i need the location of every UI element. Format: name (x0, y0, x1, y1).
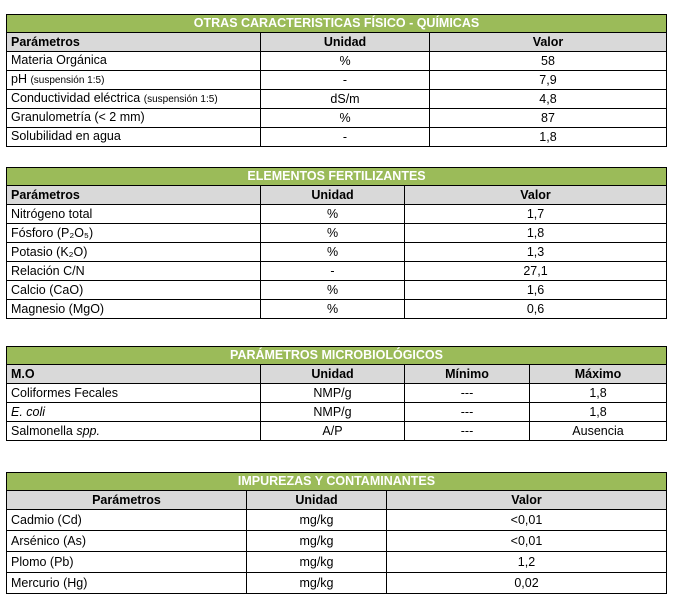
value-cell: <0,01 (387, 531, 667, 552)
unit-cell: % (261, 224, 405, 243)
unit-cell: % (261, 300, 405, 319)
unit-cell: NMP/g (261, 403, 405, 422)
physicochemical-table (6, 14, 667, 147)
value-cell: 27,1 (405, 262, 667, 281)
unit-cell: mg/kg (247, 573, 387, 594)
unit-cell: % (261, 52, 430, 71)
column-header: Máximo (530, 365, 667, 384)
table-title: IMPUREZAS Y CONTAMINANTES (7, 473, 667, 491)
column-header: Unidad (261, 186, 405, 205)
max-cell: 1,8 (530, 403, 667, 422)
parameter-cell: Relación C/N (7, 262, 261, 281)
value-cell: 87 (430, 109, 667, 128)
parameter-cell: Calcio (CaO) (7, 281, 261, 300)
fertilizer-elements-table (6, 167, 667, 319)
parameter-cell: Arsénico (As) (7, 531, 247, 552)
max-cell: Ausencia (530, 422, 667, 441)
unit-cell: % (261, 281, 405, 300)
min-cell: --- (405, 384, 530, 403)
table-row (7, 422, 667, 441)
table-row (7, 243, 667, 262)
table-row (7, 109, 667, 128)
column-header: Parámetros (7, 33, 261, 52)
value-cell: <0,01 (387, 510, 667, 531)
value-cell: 0,02 (387, 573, 667, 594)
value-cell: 1,8 (430, 128, 667, 147)
column-header: Unidad (261, 33, 430, 52)
unit-cell: - (261, 128, 430, 147)
parameter-cell: Solubilidad en agua (7, 128, 261, 147)
parameter-cell: Granulometría (< 2 mm) (7, 109, 261, 128)
table-row (7, 573, 667, 594)
table-row (7, 384, 667, 403)
table-row (7, 52, 667, 71)
parameter-cell: Magnesio (MgO) (7, 300, 261, 319)
table-row (7, 552, 667, 573)
organism-cell: Salmonella spp. (7, 422, 261, 441)
unit-cell: mg/kg (247, 552, 387, 573)
impurities-table (6, 472, 667, 594)
parameter-cell: Mercurio (Hg) (7, 573, 247, 594)
column-header: Unidad (247, 491, 387, 510)
table-row (7, 403, 667, 422)
value-cell: 0,6 (405, 300, 667, 319)
value-cell: 1,6 (405, 281, 667, 300)
parameter-cell: Nitrógeno total (7, 205, 261, 224)
unit-cell: dS/m (261, 90, 430, 109)
max-cell: 1,8 (530, 384, 667, 403)
table-row (7, 262, 667, 281)
parameter-cell: Conductividad eléctrica (suspensión 1:5) (7, 90, 261, 109)
organism-cell: Coliformes Fecales (7, 384, 261, 403)
unit-cell: - (261, 262, 405, 281)
value-cell: 1,2 (387, 552, 667, 573)
table-title: ELEMENTOS FERTILIZANTES (7, 168, 667, 186)
unit-cell: - (261, 71, 430, 90)
unit-cell: mg/kg (247, 531, 387, 552)
column-header: Unidad (261, 365, 405, 384)
value-cell: 58 (430, 52, 667, 71)
value-cell: 7,9 (430, 71, 667, 90)
value-cell: 1,7 (405, 205, 667, 224)
parameter-cell: Materia Orgánica (7, 52, 261, 71)
table-row (7, 510, 667, 531)
unit-cell: % (261, 205, 405, 224)
column-header: Valor (430, 33, 667, 52)
parameter-cell: pH (suspensión 1:5) (7, 71, 261, 90)
value-cell: 4,8 (430, 90, 667, 109)
table-row (7, 205, 667, 224)
column-header: M.O (7, 365, 261, 384)
table-title: PARÁMETROS MICROBIOLÓGICOS (7, 347, 667, 365)
microbiological-table (6, 346, 667, 441)
parameter-cell: Plomo (Pb) (7, 552, 247, 573)
unit-cell: mg/kg (247, 510, 387, 531)
table-row (7, 300, 667, 319)
table-row (7, 281, 667, 300)
table-title: OTRAS CARACTERISTICAS FÍSICO - QUÍMICAS (7, 15, 667, 33)
value-cell: 1,3 (405, 243, 667, 262)
parameter-cell: Cadmio (Cd) (7, 510, 247, 531)
column-header: Mínimo (405, 365, 530, 384)
column-header: Valor (387, 491, 667, 510)
unit-cell: % (261, 109, 430, 128)
column-header: Parámetros (7, 186, 261, 205)
table-row (7, 531, 667, 552)
column-header: Valor (405, 186, 667, 205)
unit-cell: A/P (261, 422, 405, 441)
organism-cell: E. coli (7, 403, 261, 422)
table-row (7, 224, 667, 243)
table-row (7, 128, 667, 147)
parameter-cell: Potasio (K₂O) (7, 243, 261, 262)
column-header: Parámetros (7, 491, 247, 510)
parameter-cell: Fósforo (P₂O₅) (7, 224, 261, 243)
unit-cell: % (261, 243, 405, 262)
min-cell: --- (405, 403, 530, 422)
value-cell: 1,8 (405, 224, 667, 243)
table-row (7, 71, 667, 90)
min-cell: --- (405, 422, 530, 441)
table-row (7, 90, 667, 109)
unit-cell: NMP/g (261, 384, 405, 403)
